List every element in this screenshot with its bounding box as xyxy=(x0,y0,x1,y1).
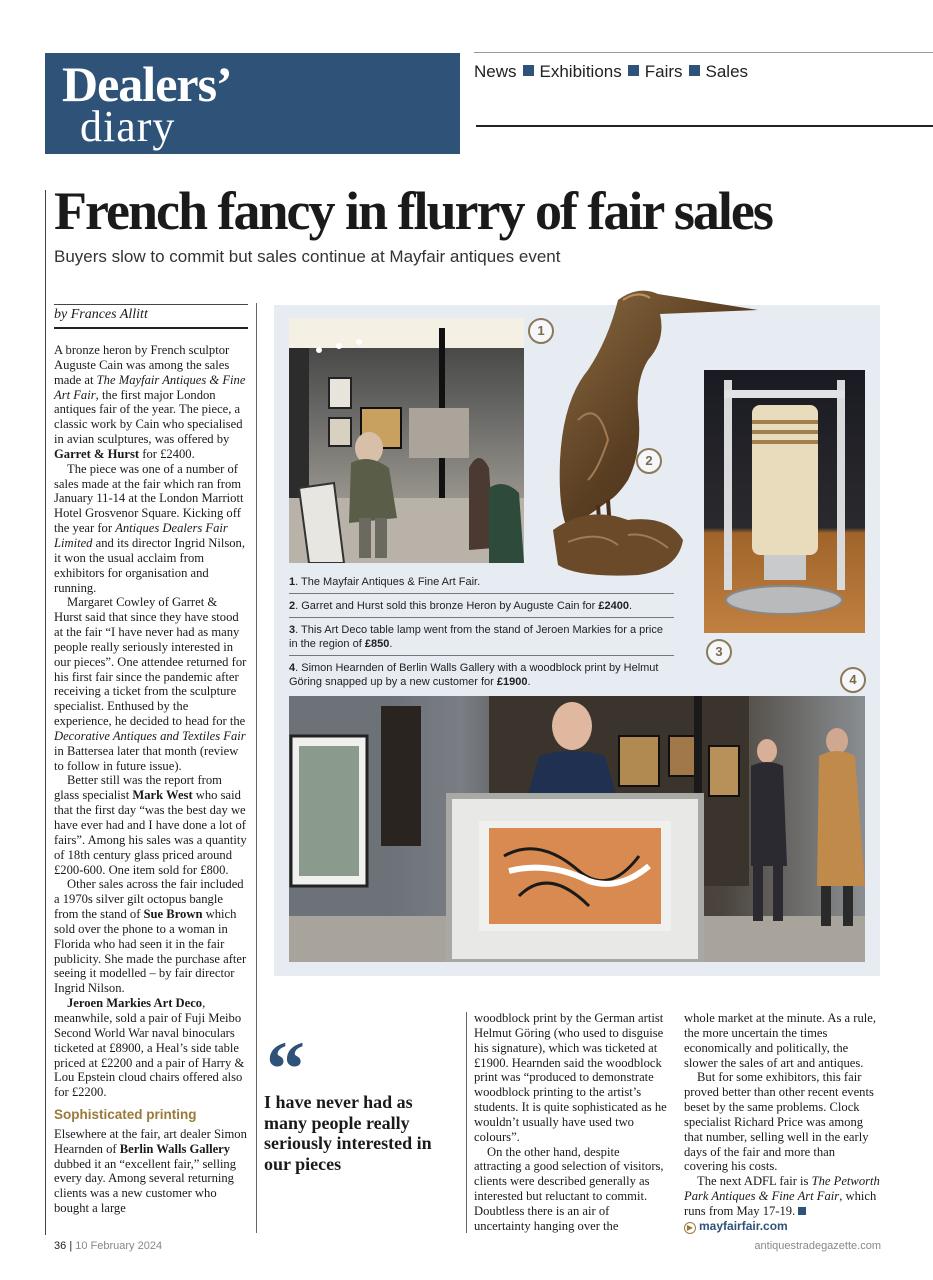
byline-rule-top xyxy=(54,304,248,305)
masthead-title-line2: diary xyxy=(80,102,176,151)
caption-1: 1. The Mayfair Antiques & Fine Art Fair. xyxy=(289,574,674,594)
paragraph: The piece was one of a number of sales made at the fair which ran from January 11-14 at the London Marriott Hotel Grosvenor Square. Kicking off the year for Antiques Dealers Fair Limited and its director Ingrid Nilson, it won the usual acclaim from exhibitors for organisation and running. xyxy=(54,461,245,595)
column-rule xyxy=(466,1012,467,1233)
photo-number-badge: 4 xyxy=(840,667,866,693)
page-number: 36 xyxy=(54,1240,67,1252)
paragraph: Jeroen Markies Art Deco, meanwhile, sold a pair of Fuji Meibo Second World War naval binoculars ticketed at £8900, a Heal’s side table priced at £2200 and a pair of Harry & Lou Epstein cloud chairs offered also for £2200. xyxy=(54,996,245,1100)
masthead-title-line1: Dealers’ xyxy=(62,56,232,112)
issue-date: 10 February 2024 xyxy=(75,1240,163,1252)
paragraph: Better still was the report from glass specialist Mark West who said that the first day “was the best day we have ever had and I have done a lot of fairs”. Among his sales was a quantity of 18th century glass priced around £200-600. One item sold for £800. xyxy=(54,773,247,877)
byline-rule-bottom xyxy=(54,327,248,329)
left-margin-rule xyxy=(45,190,46,1235)
photo-art-deco-lamp xyxy=(704,370,865,633)
section-nav xyxy=(474,62,748,82)
publication-url[interactable]: antiquestradegazette.com xyxy=(754,1240,881,1252)
quote-mark-icon: “ xyxy=(266,1025,305,1112)
art-deco-lamp-illustration xyxy=(704,370,865,633)
page-footer-left xyxy=(54,1240,162,1252)
website-link[interactable]: mayfairfair.com xyxy=(699,1218,788,1233)
caption-4: 4. Simon Hearnden of Berlin Walls Gallery with a woodblock print by Helmut Göring snapped up by a new customer for £1900. xyxy=(289,662,659,688)
dealer-with-print-illustration xyxy=(289,696,865,962)
play-arrow-icon: ▶ xyxy=(684,1222,696,1234)
nav-top-rule xyxy=(474,52,933,53)
nav-item-sales[interactable]: Sales xyxy=(705,62,749,81)
photo-number-badge: 3 xyxy=(706,639,732,665)
paragraph: whole market at the minute. As a rule, the more uncertain the times economically and politically, the slower the sales of art and antiques. xyxy=(684,1011,876,1070)
photo-number-badge: 2 xyxy=(636,448,662,474)
subheading: Sophisticated printing xyxy=(54,1107,197,1123)
footer-separator: | xyxy=(69,1240,73,1252)
column-rule xyxy=(256,303,257,1233)
nav-bottom-rule xyxy=(476,125,933,127)
photo-dealer-with-print xyxy=(289,696,865,962)
nav-item-news[interactable]: News xyxy=(474,62,517,81)
masthead xyxy=(45,53,460,154)
paragraph: On the other hand, despite attracting a good selection of visitors, clients were described generally as interested but reluctant to commit. Doubtless there is an air of uncertainty hanging over the xyxy=(474,1144,664,1233)
photo-fair-interior xyxy=(289,318,524,563)
fair-interior-illustration xyxy=(289,318,524,563)
paragraph: woodblock print by the German artist Helmut Göring (who used to disguise his signature), which was ticketed at £1900. Hearnden said the woodblock print was “produced to demonstrate woodblock printing to the artist’s students. It is quite sophisticated as he wouldn’t usually have used two colours”. xyxy=(474,1011,667,1144)
web-link-row xyxy=(684,1219,880,1234)
paragraph: A bronze heron by French sculptor Auguste Cain was among the sales made at The Mayfair Antiques & Fine Art Fair, the first major London antiques fair of the year. The piece, a classic work by Cain who specialised in avian sculptures, was offered by Garret & Hurst for £2400. xyxy=(54,343,246,461)
caption-3: 3. This Art Deco table lamp went from the stand of Jeroen Markies for a price in the region of £850. xyxy=(289,622,674,656)
headline: French fancy in flurry of fair sales xyxy=(54,181,772,241)
paragraph: Elsewhere at the fair, art dealer Simon Hearnden of Berlin Walls Gallery dubbed it an “excellent fair,” selling every day. Among several returning clients was a new customer who bought a large xyxy=(54,1126,247,1216)
caption-2: 2. Garret and Hurst sold this bronze Heron by Auguste Cain for £2400. xyxy=(289,598,674,618)
standfirst: Buyers slow to commit but sales continue at Mayfair antiques event xyxy=(54,247,561,266)
pull-quote: I have never had as many people really seriously interested in our pieces xyxy=(264,1092,432,1174)
nav-item-exhibitions[interactable]: Exhibitions xyxy=(539,62,622,81)
nav-separator xyxy=(628,65,639,76)
paragraph: The next ADFL fair is The Petworth Park Antiques & Fine Art Fair, which runs from May 17-19. xyxy=(684,1174,880,1218)
nav-separator xyxy=(689,65,700,76)
photo-number-badge: 1 xyxy=(528,318,554,344)
article-column-4 xyxy=(684,1011,880,1234)
end-mark-icon xyxy=(798,1207,806,1215)
photo-captions xyxy=(289,574,674,697)
paragraph: But for some exhibitors, this fair proved better than other recent events beset by the same problems. Clock specialist Richard Price was among that number, selling well in the early days of the fair and more than covering his costs. xyxy=(684,1070,874,1174)
nav-separator xyxy=(523,65,534,76)
article-column-3 xyxy=(474,1011,668,1234)
paragraph: Other sales across the fair included a 1970s silver gilt octopus bangle from the stand of Sue Brown which sold over the phone to a woman in Florida who had seen it in the fair publicity. She made the purchase after seeing it modelled – by fair director Ingrid Nilson. xyxy=(54,877,247,996)
byline: by Frances Allitt xyxy=(54,307,148,322)
paragraph: Margaret Cowley of Garret & Hurst said that since they have stood at the fair “I have never had as many people really seriously interested in our pieces”. One attendee returned for his first fair since the pandemic after receiving a ticket from the sculpture specialist. Enthused by the experience, he decided to head for the Decorative Antiques and Textiles Fair in Battersea later that month (review to follow in future issue). xyxy=(54,595,247,773)
article-column-1 xyxy=(54,343,248,1216)
nav-item-fairs[interactable]: Fairs xyxy=(644,62,683,81)
